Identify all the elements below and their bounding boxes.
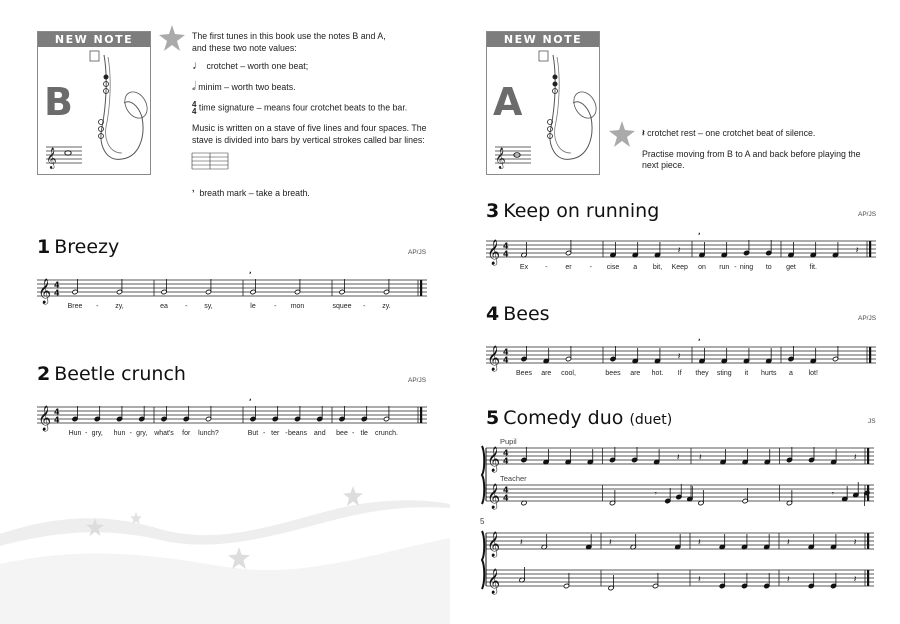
lyric-syllable: Hun [68,430,82,437]
rest-icon: 𝄽 [698,538,701,548]
intro-line: next piece. [642,160,685,170]
lyric-syllable: le [250,303,256,310]
rest-icon: 𝄽 [609,538,612,548]
lyric-syllable: are [541,370,552,377]
lyric-syllable: Ex [519,264,529,271]
lyric-syllable: a [789,370,793,377]
rest-icon: 𝄽 [698,575,701,585]
new-note-box-b [37,31,151,175]
stave-text: Music is written on a stave of five lines and four spaces. The [192,123,427,133]
lyric-syllable: - [274,303,277,310]
bar-number: 5 [480,517,485,526]
lyric-syllable: - [185,303,188,310]
crotchet-text: crotchet – worth one beat; [206,61,309,71]
star-icon [343,486,363,506]
piece-credit: AP/JS [408,249,427,256]
time-sig-icon: 4 [54,280,60,290]
piece-number: 1 [37,236,51,258]
lyric-syllable: they [695,370,709,377]
music-staff-comedy-duo [478,440,878,610]
staff [486,531,874,557]
piece-subtitle: (duet) [629,412,673,428]
lyric-syllable: what's [154,430,174,437]
lyric-syllable: - [351,430,355,437]
star-icon [130,512,142,524]
intro-line: The first tunes in this book use the notes B and A, [192,31,386,41]
lyric-syllable: If [677,370,682,377]
time-sig-icon: 4 [54,407,60,417]
stave-diagram [192,153,232,173]
lyric-syllable: bees [605,370,621,377]
rest-icon: 𝄽 [677,352,681,362]
piece-credit: AP/JS [858,315,877,322]
piece-name: Comedy duo [503,407,624,429]
lyric-syllable: it [744,370,749,377]
piece-title-5 [486,407,672,429]
lyric-syllable: zy. [382,303,391,310]
time-sig-text: time signature – means four crotchet beats to the bar. [198,102,408,113]
lyric-syllable: bit, [652,264,663,271]
staff [486,567,874,594]
time-sig-icon: 4 [503,456,509,466]
lyric-syllable: bee [336,430,348,437]
breath-mark-icon: ʼ [698,338,701,346]
lyric-syllable: Bees [516,370,532,377]
lyric-syllable: hun [113,430,126,437]
rest-icon: 𝄾 [654,489,657,498]
piece-number: 4 [486,303,500,325]
lyric-syllable: beans [287,430,308,437]
staff [37,271,427,304]
lyric-syllable: lot! [808,370,818,377]
time-sig-icon: 4 [503,448,509,458]
lyric-syllable: Bree [67,303,83,310]
piece-credit: JS [868,418,876,425]
lyric-syllable: ning [739,264,754,271]
lyric-syllable: for [182,430,191,437]
rest-icon: 𝄽 [855,246,859,256]
lyric-syllable: sting [716,370,732,377]
lyric-syllable: er [565,264,572,271]
duet-system [482,446,874,509]
lyric-syllable: squee [332,303,352,310]
piece-credit: AP/JS [858,211,877,218]
lyric-syllable: to [765,264,772,271]
piece-name: Breezy [54,236,120,258]
intro-text-left [192,31,432,146]
time-sig-icon: 4 [503,249,509,259]
rest-icon: 𝄽 [787,575,790,585]
rest-icon: 𝄽 [677,246,681,256]
piece-title-1 [37,236,119,258]
piece-name: Beetle crunch [54,363,186,385]
lyric-syllable: - [262,430,266,437]
star-icon [159,25,185,51]
treble-clef-icon: 𝄞 [487,569,501,594]
lyric-syllable: Keep [671,264,688,271]
rest-icon: 𝄽 [853,538,857,548]
lyric-syllable: crunch. [375,430,398,437]
rest-icon: 𝄽 [853,575,857,585]
lyric-syllable: cise [606,264,620,271]
star-icon [228,547,250,569]
svg-text:𝄞: 𝄞 [495,148,506,169]
lyric-syllable: - [734,264,737,271]
lyrics-breezy [37,303,427,313]
lyrics-bees [486,370,876,380]
piece-number: 5 [486,407,500,429]
lyric-syllable: gry, [91,430,103,437]
pupil-label: Pupil [500,437,517,446]
new-note-letter: B [44,80,73,124]
svg-text:𝄞: 𝄞 [46,148,57,169]
lyric-syllable: - [545,264,548,271]
lyric-syllable: hurts [760,370,777,377]
treble-clef-icon: 𝄞 [487,532,501,557]
lyric-syllable: lunch? [198,430,219,437]
star-icon [609,121,635,147]
rest-icon: 𝄽 [520,538,523,548]
piece-title-3 [486,200,659,222]
piece-number: 3 [486,200,500,222]
crotchet-rest-icon: 𝄽 [642,128,645,138]
breath-mark-icon: ʼ [249,398,252,406]
saxophone-fingering-icon [487,47,599,174]
lyric-syllable: ter [271,430,280,437]
time-sig-icon: 4 [503,241,509,251]
duet-system [482,531,874,594]
saxophone-fingering-icon [38,47,150,174]
staff [486,446,874,472]
lyric-syllable: on [698,264,706,271]
star-icon [86,518,104,536]
treble-clef-icon: 𝄞 [487,447,501,472]
intro-text-right [642,128,882,178]
time-sig-icon: 4 [503,485,509,495]
piece-number: 2 [37,363,51,385]
new-note-header: NEW NOTE [38,32,150,47]
time-sig-icon: 4 [54,288,60,298]
intro-line: and these two note values: [192,42,297,53]
lyric-syllable: gry, [136,430,148,437]
rest-icon: 𝄽 [787,538,790,548]
lyric-syllable: - [129,430,132,437]
breath-mark-row [192,188,432,200]
lyrics-keep-on-running [486,264,876,274]
treble-clef-icon: 𝄞 [38,279,52,304]
intro-line: Practise moving from B to A and back before playing the [642,148,861,159]
staff [486,338,876,371]
crotchet-icon: ♩ [192,58,204,72]
time-signature-icon: 4 4 [192,100,197,116]
piece-credit: AP/JS [408,377,427,384]
lyric-syllable: mon [290,303,305,310]
time-sig-icon: 4 [54,415,60,425]
time-sig-icon: 4 [503,355,509,365]
lyric-syllable: and [313,430,326,437]
breath-mark-icon: ʼ [192,188,195,198]
breath-mark-icon: ʼ [249,271,252,279]
piece-name: Bees [503,303,550,325]
piece-title-4 [486,303,550,325]
lyrics-beetle-crunch [37,430,427,440]
piece-name: Keep on running [503,200,660,222]
minim-text: minim – worth two beats. [198,81,296,92]
lyric-syllable: cool, [561,370,576,377]
staff [486,482,874,509]
new-note-letter: A [493,80,523,124]
rest-icon: 𝄽 [698,453,702,463]
decorative-wave [0,494,450,624]
treble-clef-icon: 𝄞 [38,406,52,431]
rest-icon: 𝄾 [831,489,834,498]
lyric-syllable: But [247,430,259,437]
staff [37,398,427,431]
lyric-syllable: hot. [651,370,664,377]
time-sig-icon: 4 [503,493,509,503]
minim-icon: 𝅗𝅥 [192,78,196,93]
treble-clef-icon: 𝄞 [487,240,501,265]
treble-clef-icon: 𝄞 [487,346,501,371]
lyric-syllable: ea [160,303,168,310]
time-sig-icon: 4 [503,347,509,357]
lyric-syllable: are [630,370,641,377]
lyric-syllable: - [84,430,88,437]
rest-icon: 𝄽 [676,453,680,463]
lyric-syllable: - [285,430,288,437]
lyric-syllable: - [363,303,366,310]
lyric-syllable: get [786,264,796,271]
lyric-syllable: sy, [204,303,213,310]
lyric-syllable: tle [360,430,368,437]
lyric-syllable: run [719,264,730,271]
breath-text: breath mark – take a breath. [199,188,310,198]
treble-clef-icon: 𝄞 [487,484,501,509]
rest-icon: 𝄽 [853,453,857,463]
breath-mark-icon: ʼ [698,232,701,240]
piece-title-2 [37,363,186,385]
lyric-syllable: zy, [115,303,124,310]
lyric-syllable: a [633,264,638,271]
lyric-syllable: - [96,303,99,310]
lyric-syllable: - [589,264,592,271]
new-note-header: NEW NOTE [487,32,599,47]
lyric-syllable: fit. [809,264,817,271]
stave-text: stave is divided into bars by vertical strokes called bar lines: [192,134,425,145]
rest-text: crotchet rest – one crotchet beat of silence. [647,128,816,138]
new-note-box-a [486,31,600,175]
staff [486,232,876,265]
teacher-label: Teacher [500,474,527,483]
